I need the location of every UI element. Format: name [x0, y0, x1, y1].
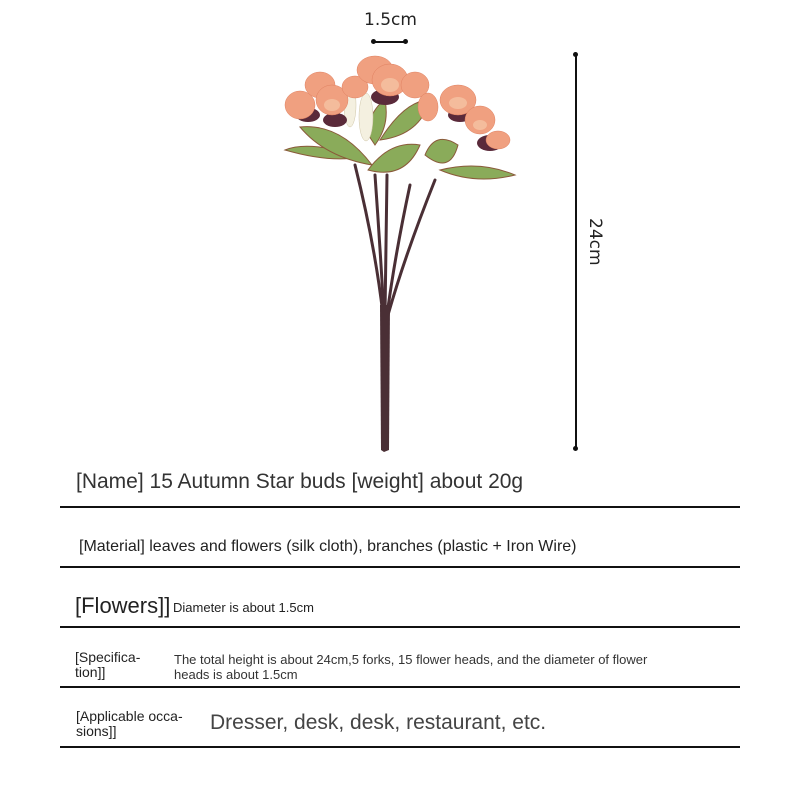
width-dimension-label: 1.5cm — [364, 10, 417, 30]
specification-value: The total height is about 24cm,5 forks, 15 flower heads, and the diameter of flower heads is about 1.5cm — [174, 652, 648, 682]
specification-label: [Specifica- tion]] — [75, 649, 141, 680]
divider — [60, 686, 740, 688]
divider — [60, 566, 740, 568]
occasions-label: [Applicable occa- sions]] — [76, 708, 183, 739]
flowers-value: Diameter is about 1.5cm — [173, 600, 314, 615]
divider — [60, 506, 740, 508]
flowers-label: [Flowers]] — [75, 593, 171, 618]
divider — [60, 746, 740, 748]
divider — [60, 626, 740, 628]
material-row: [Material] leaves and flowers (silk cloth), branches (plastic + Iron Wire) — [79, 538, 577, 555]
occasions-value: Dresser, desk, desk, restaurant, etc. — [210, 711, 547, 734]
flower-bouquet-image — [280, 45, 530, 455]
height-dimension-label: 24cm — [585, 218, 605, 266]
name-weight-row: [Name] 15 Autumn Star buds [weight] about 20g — [76, 470, 524, 493]
